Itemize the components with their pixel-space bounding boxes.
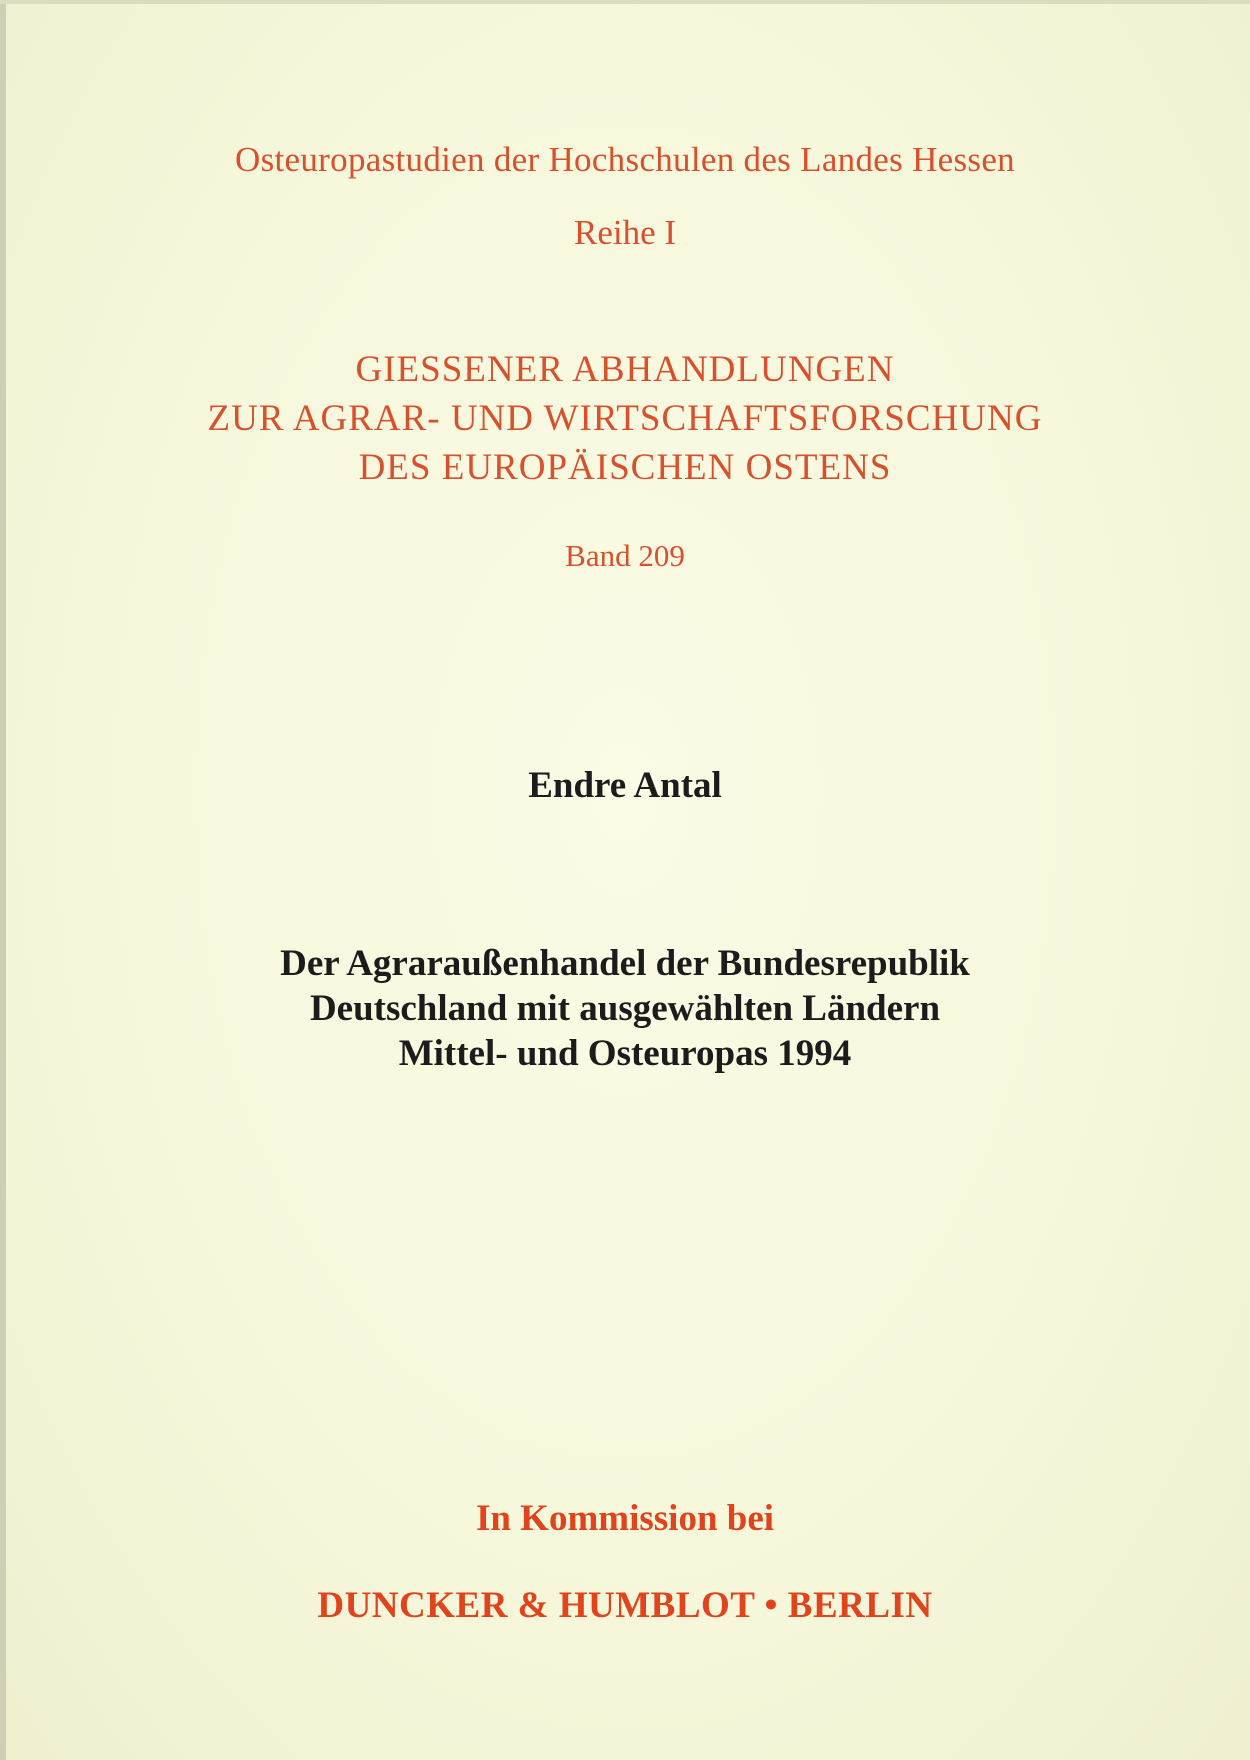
volume-number: Band 209 — [565, 538, 685, 573]
cover-top-edge — [0, 0, 1250, 4]
book-title-line-2: Deutschland mit ausgewählten Ländern — [309, 988, 941, 1029]
series-title-line-2: ZUR AGRAR- UND WIRTSCHAFTSFORSCHUNG — [207, 398, 1043, 439]
series-title-line-1: GIESSENER ABHANDLUNGEN — [355, 349, 895, 390]
cover-left-edge — [0, 0, 6, 1760]
publisher-name: DUNCKER & HUMBLOT • BERLIN — [317, 1585, 933, 1626]
commission-text: In Kommission bei — [475, 1498, 775, 1539]
series-title-line-3: DES EUROPÄISCHEN OSTENS — [358, 447, 892, 488]
book-title-line-3: Mittel- und Osteuropas 1994 — [398, 1033, 852, 1074]
author-name: Endre Antal — [528, 765, 722, 806]
series-line: Osteuropastudien der Hochschulen des Landes Hessen — [235, 140, 1015, 179]
series-reihe: Reihe I — [573, 213, 677, 252]
book-title-line-1: Der Agraraußenhandel der Bundesrepublik — [280, 943, 970, 984]
